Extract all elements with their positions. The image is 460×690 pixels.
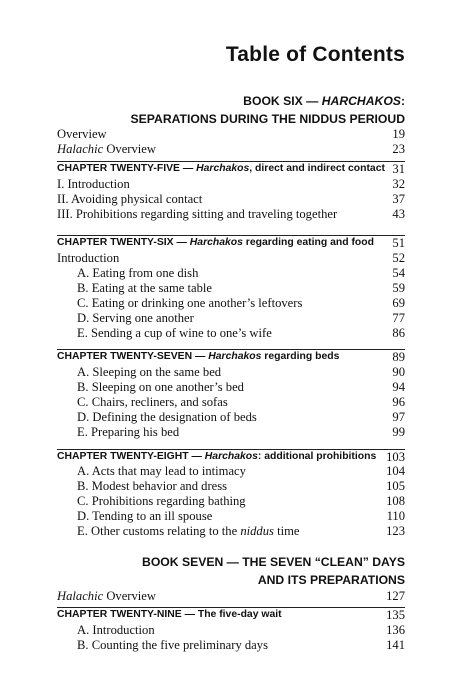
entry-page: 110 <box>386 509 405 523</box>
entry-text <box>57 524 299 538</box>
toc-entry <box>57 523 405 539</box>
entry-page: 94 <box>392 380 405 394</box>
entry-page: 59 <box>392 281 405 295</box>
entry-page: 90 <box>392 365 405 379</box>
chapter-title-post: , direct and indirect contact <box>249 163 385 174</box>
chapter-title-pre: CHAPTER TWENTY-EIGHT — <box>57 451 205 462</box>
toc-entry <box>57 463 405 479</box>
chapter-title <box>57 163 385 174</box>
entry-page: 23 <box>392 142 405 156</box>
chapter-title <box>57 451 376 462</box>
entry-text-pre: E. Other customs relating to the <box>77 524 241 538</box>
chapter-26-heading <box>57 235 405 251</box>
entry-page: 37 <box>392 192 405 206</box>
toc-entry <box>57 424 405 440</box>
toc-entry <box>57 588 405 604</box>
entry-page: 52 <box>392 251 405 265</box>
toc-entry <box>57 508 405 524</box>
chapter-title-pre: CHAPTER TWENTY-FIVE — <box>57 163 197 174</box>
entry-text: A. Acts that may lead to intimacy <box>77 464 246 478</box>
entry-text-em: Halachic <box>57 142 104 156</box>
toc-entry <box>57 637 405 653</box>
chapter-title <box>57 351 339 362</box>
entry-text: D. Tending to an ill spouse <box>77 509 213 523</box>
entry-page: 108 <box>386 494 405 508</box>
toc-entry <box>57 250 405 266</box>
book-six-heading <box>131 92 405 128</box>
chapter-title-pre: CHAPTER TWENTY-SIX — <box>57 237 190 248</box>
toc-entry <box>57 295 405 311</box>
chapter-page: 103 <box>386 450 405 464</box>
entry-text-em: niddus <box>240 524 274 538</box>
chapter-title-em: Harchakos <box>204 451 258 462</box>
toc-entry <box>57 176 405 192</box>
toc-entry <box>57 364 405 380</box>
entry-text: B. Eating at the same table <box>77 281 212 295</box>
entry-page: 43 <box>392 207 405 221</box>
entry-text: A. Sleeping on the same bed <box>77 365 222 379</box>
toc-entry <box>57 325 405 341</box>
entry-text: B. Modest behavior and dress <box>77 479 228 493</box>
entry-text-rest: Overview <box>103 142 156 156</box>
chapter-title-em: Harchakos <box>189 237 243 248</box>
chapter-page: 51 <box>392 236 405 250</box>
chapter-title-post: regarding beds <box>261 351 340 362</box>
entry-text: C. Eating or drinking one another’s leftovers <box>77 296 303 310</box>
chapter-29-heading <box>57 607 405 623</box>
chapter-page: 89 <box>392 350 405 364</box>
chapter-title-em: Harchakos <box>208 351 262 362</box>
chapter-title-em: Harchakos <box>196 163 250 174</box>
entry-page: 69 <box>392 296 405 310</box>
toc-entry <box>57 141 405 157</box>
chapter-title-post: regarding eating and food <box>242 237 374 248</box>
chapter-title <box>57 237 374 248</box>
entry-text: E. Preparing his bed <box>77 425 180 439</box>
entry-text: D. Serving one another <box>77 311 194 325</box>
chapter-25-heading <box>57 161 405 177</box>
toc-entry <box>57 191 405 207</box>
entry-text <box>57 142 156 156</box>
entry-text: Overview <box>57 127 107 141</box>
chapter-title-post: : additional prohibitions <box>257 451 377 462</box>
entry-page: 136 <box>386 623 405 637</box>
entry-text: B. Sleeping on one another’s bed <box>77 380 244 394</box>
entry-text: A. Introduction <box>77 623 155 637</box>
chapter-page: 135 <box>386 608 405 622</box>
entry-text: I. Introduction <box>57 177 130 191</box>
book-seven-line1: BOOK SEVEN — THE SEVEN “CLEAN” DAYS <box>142 555 405 569</box>
toc-entry <box>57 126 405 142</box>
chapter-27-heading <box>57 349 405 365</box>
book-seven-heading <box>142 553 405 589</box>
entry-text-em: Halachic <box>57 589 104 603</box>
entry-text: C. Prohibitions regarding bathing <box>77 494 246 508</box>
toc-entry <box>57 379 405 395</box>
chapter-title-pre: CHAPTER TWENTY-SEVEN — <box>57 351 209 362</box>
entry-text: Introduction <box>57 251 120 265</box>
entry-page: 141 <box>386 638 405 652</box>
toc-entry <box>57 280 405 296</box>
entry-page: 54 <box>392 266 405 280</box>
chapter-page: 31 <box>392 162 405 176</box>
entry-page: 104 <box>386 464 405 478</box>
page-title: Table of Contents <box>225 43 405 66</box>
entry-page: 77 <box>392 311 405 325</box>
entry-text: III. Prohibitions regarding sitting and traveling together <box>57 207 338 221</box>
entry-page: 96 <box>392 395 405 409</box>
toc-page <box>57 0 405 690</box>
chapter-title: CHAPTER TWENTY-NINE — The five-day wait <box>57 609 282 620</box>
entry-page: 127 <box>386 589 405 603</box>
book-six-line1-post: : <box>400 94 405 108</box>
book-six-line1-em: HARCHAKOS <box>321 94 401 108</box>
toc-entry <box>57 493 405 509</box>
entry-page: 32 <box>392 177 405 191</box>
book-six-line2: SEPARATIONS DURING THE NIDDUS PERIOUD <box>130 112 405 126</box>
entry-text: II. Avoiding physical contact <box>57 192 203 206</box>
toc-entry <box>57 206 405 222</box>
entry-page: 97 <box>392 410 405 424</box>
entry-text: D. Defining the designation of beds <box>77 410 257 424</box>
entry-text: C. Chairs, recliners, and sofas <box>77 395 228 409</box>
entry-text-rest: Overview <box>103 589 156 603</box>
toc-entry <box>57 409 405 425</box>
entry-page: 105 <box>386 479 405 493</box>
book-seven-line2: AND ITS PREPARATIONS <box>257 573 405 587</box>
entry-text <box>57 589 156 603</box>
entry-page: 19 <box>392 127 405 141</box>
entry-page: 86 <box>392 326 405 340</box>
entry-text: E. Sending a cup of wine to one’s wife <box>77 326 272 340</box>
entry-page: 99 <box>392 425 405 439</box>
book-six-line1-pre: BOOK SIX — <box>243 94 322 108</box>
toc-entry <box>57 478 405 494</box>
entry-text: A. Eating from one dish <box>77 266 199 280</box>
toc-entry <box>57 310 405 326</box>
entry-text-post: time <box>273 524 300 538</box>
toc-entry <box>57 394 405 410</box>
toc-entry <box>57 622 405 638</box>
toc-entry <box>57 265 405 281</box>
entry-text: B. Counting the five preliminary days <box>77 638 268 652</box>
entry-page: 123 <box>386 524 405 538</box>
